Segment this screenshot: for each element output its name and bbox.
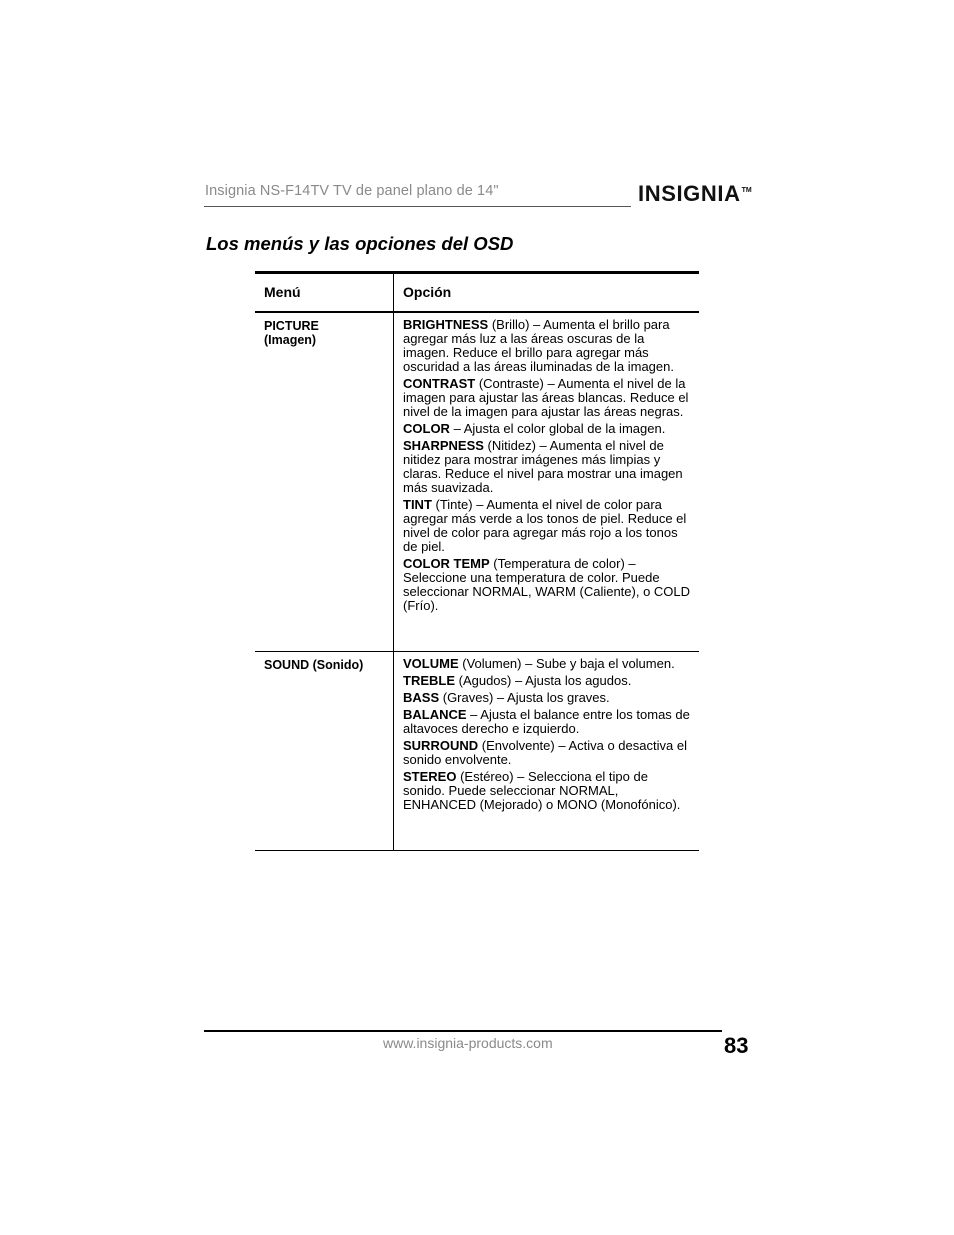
insignia-logo bbox=[638, 181, 752, 207]
header-rule bbox=[204, 206, 631, 207]
page-number: 83 bbox=[724, 1033, 749, 1058]
option-name: BALANCE bbox=[403, 707, 467, 722]
table-row-sound bbox=[255, 652, 699, 851]
menu-cell bbox=[255, 652, 394, 850]
option-description: (Envolvente) – Activa o desactiva el sonido envolvente. bbox=[403, 738, 687, 767]
option-description: (Estéreo) – Selecciona el tipo de sonido. Puede seleccionar NORMAL, ENHANCED (Mejorado) o MONO (Monofónico). bbox=[403, 769, 681, 812]
option-description: (Graves) – Ajusta los graves. bbox=[439, 690, 610, 705]
option-item bbox=[403, 439, 691, 495]
option-name: BRIGHTNESS bbox=[403, 317, 489, 332]
option-name: SURROUND bbox=[403, 738, 479, 753]
menu-cell bbox=[255, 313, 394, 651]
option-name: STEREO bbox=[403, 769, 457, 784]
option-description: (Tinte) – Aumenta el nivel de color para agregar más verde a los tonos de piel. Reduce el nivel de color para agregar más rojo a los tonos de piel. bbox=[403, 497, 687, 554]
option-name: COLOR bbox=[403, 421, 450, 436]
option-item bbox=[403, 498, 691, 554]
option-cell bbox=[394, 652, 699, 850]
option-name: SHARPNESS bbox=[403, 438, 484, 453]
table-header-row bbox=[255, 274, 699, 313]
option-item bbox=[403, 377, 691, 419]
option-name: CONTRAST bbox=[403, 376, 476, 391]
menu-label: PICTURE (Imagen) bbox=[264, 319, 319, 347]
option-item bbox=[403, 422, 691, 436]
logo-trademark: TM bbox=[741, 187, 752, 194]
option-item bbox=[403, 708, 691, 736]
option-item bbox=[403, 318, 691, 374]
section-title: Los menús y las opciones del OSD bbox=[206, 233, 514, 254]
option-item bbox=[403, 770, 691, 812]
option-name: TREBLE bbox=[403, 673, 455, 688]
header-title: Insignia NS-F14TV TV de panel plano de 14" bbox=[205, 183, 499, 199]
option-item bbox=[403, 674, 691, 688]
menu-label: SOUND (Sonido) bbox=[264, 658, 364, 672]
option-item bbox=[403, 557, 691, 613]
option-cell bbox=[394, 313, 699, 651]
option-item bbox=[403, 739, 691, 767]
option-name: COLOR TEMP bbox=[403, 556, 490, 571]
table-row-picture bbox=[255, 313, 699, 652]
option-name: TINT bbox=[403, 497, 432, 512]
option-item bbox=[403, 691, 691, 705]
option-description: (Agudos) – Ajusta los agudos. bbox=[455, 673, 632, 688]
option-name: VOLUME bbox=[403, 656, 459, 671]
osd-menu-table bbox=[255, 271, 699, 851]
option-description: (Nitidez) – Aumenta el nivel de nitidez para mostrar imágenes más limpias y claras. Reduce el nivel para mostrar una imagen más suavizada. bbox=[403, 438, 683, 495]
option-item bbox=[403, 657, 691, 671]
option-description: (Contraste) – Aumenta el nivel de la imagen para ajustar las áreas blancas. Reduce el nivel de la imagen para ajustar las áreas negras. bbox=[403, 376, 689, 419]
option-description: (Volumen) – Sube y baja el volumen. bbox=[458, 656, 675, 671]
logo-text: INSIGNIA bbox=[638, 181, 741, 206]
option-description: – Ajusta el balance entre los tomas de altavoces derecho e izquierdo. bbox=[403, 707, 690, 736]
column-header-option: Opción bbox=[403, 284, 452, 300]
option-description: (Temperatura de color) – Seleccione una temperatura de color. Puede seleccionar NORMAL, WARM (Caliente), o COLD (Frío). bbox=[403, 556, 691, 613]
footer-url[interactable]: www.insignia-products.com bbox=[383, 1035, 553, 1051]
option-description: – Ajusta el color global de la imagen. bbox=[449, 421, 666, 436]
column-header-menu: Menú bbox=[255, 274, 394, 311]
footer-rule bbox=[204, 1030, 722, 1032]
option-description: (Brillo) – Aumenta el brillo para agregar más luz a las áreas oscuras de la imagen. Reduce el brillo para agregar más oscuridad a las áreas iluminadas de la imagen. bbox=[403, 317, 674, 374]
option-name: BASS bbox=[403, 690, 440, 705]
